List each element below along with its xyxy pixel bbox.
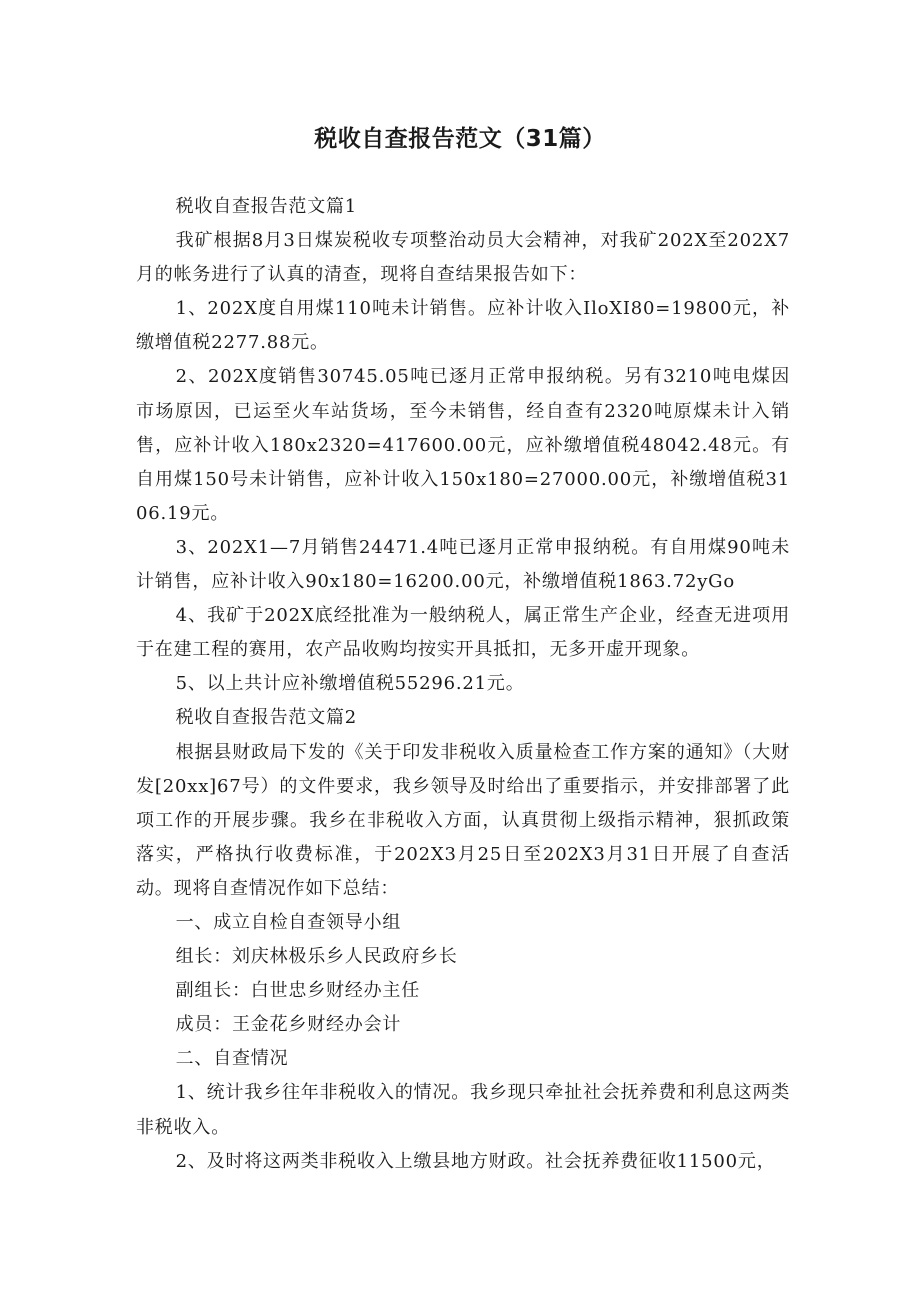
paragraph: 2、及时将这两类非税收入上缴县地方财政。社会抚养费征收11500元， xyxy=(175,1150,776,1172)
paragraph: 根据县财政局下发的《关于印发非税收入质量检查工作方案的通知》（大财发[20xx]67号）的文件要求，我乡领导及时给出了重要指示，并安排部署了此项工作的开展步骤。我乡在非税收入方面，认真贯彻上级指示精神，狠抓政策落实，严格执行收费标准，于202X3月25日至202X3月31日开展了自查活动。现将自查情况作如下总结： xyxy=(136,741,790,899)
paragraph: 组长：刘庆林极乐乡人民政府乡长 xyxy=(175,946,458,968)
paragraph: 5、以上共计应补缴增值税55296.21元。 xyxy=(175,673,525,695)
section-heading-1: 税收自查报告范文篇1 xyxy=(175,196,358,217)
paragraph: 我矿根据8月3日煤炭税收专项整治动员大会精神，对我矿202X至202X7月的帐务进行了认真的清查，现将自查结果报告如下： xyxy=(136,230,790,286)
paragraph: 2、202X度销售30745.05吨已逐月正常申报纳税。另有3210吨电煤因市场原因，已运至火车站货场，至今未销售，经自查有2320吨原煤未计入销售，应补计收入180x2320=417600.00元，应补缴增值税48042.48元。有自用煤150号未计销售，应补计收入150x180=27000.00元，补缴增值税3106.19元。 xyxy=(136,366,790,524)
paragraph: 成员：王金花乡财经办会计 xyxy=(175,1014,402,1036)
document-title: 税收自查报告范文（31篇） xyxy=(314,126,606,152)
paragraph: 副组长：白世忠乡财经办主任 xyxy=(175,980,420,1002)
paragraph: 1、统计我乡往年非税收入的情况。我乡现只牵扯社会抚养费和利息这两类非税收入。 xyxy=(136,1082,790,1138)
section-heading-2: 税收自查报告范文篇2 xyxy=(175,707,358,729)
paragraph: 1、202X度自用煤110吨未计销售。应补计收入IloXI80=19800元，补缴增值税2277.88元。 xyxy=(136,298,790,354)
paragraph: 一、成立自检自查领导小组 xyxy=(175,911,402,933)
paragraph: 3、202X1—7月销售24471.4吨已逐月正常申报纳税。有自用煤90吨未计销售，应补计收入90x180=16200.00元，补缴增值税1863.72yGo xyxy=(136,536,790,593)
paragraph: 4、我矿于202X底经批准为一般纳税人，属正常生产企业，经查无进项用于在建工程的赛用，农产品收购均按实开具抵扣，无多开虚开现象。 xyxy=(136,605,790,661)
paragraph: 二、自查情况 xyxy=(175,1048,289,1070)
document-body xyxy=(136,190,790,1179)
